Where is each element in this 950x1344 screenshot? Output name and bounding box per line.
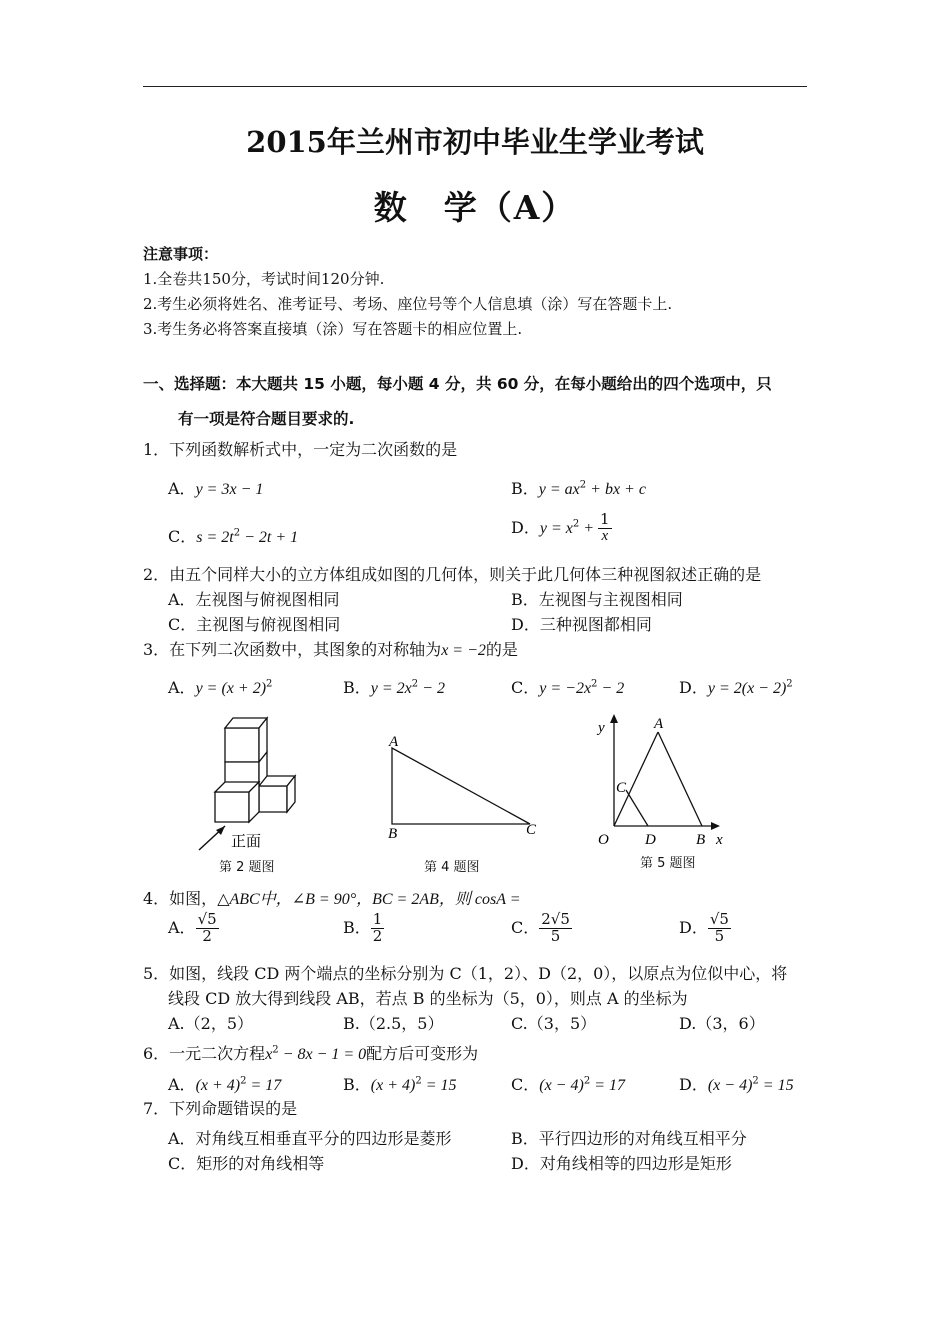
q6-option-d: D．$(x - 4)^2 = 15$ <box>679 1075 794 1094</box>
section-1-line-1: 一、选择题：本大题共 15 小题，每小题 4 分，共 60 分，在每小题给出的四个选项中，只 <box>143 375 772 393</box>
segment-ab <box>658 732 702 826</box>
notes-heading: 注意事项： <box>143 245 219 263</box>
q2-option-c: C．主视图与俯视图相同 <box>168 615 341 634</box>
q3-option-a: A．$y = (x + 2)^2$ <box>168 678 273 697</box>
note-3: 3.考生务必将答案直接填（涂）写在答题卡的相应位置上. <box>143 320 523 338</box>
q4-stem: 4．如图，△ABC中，∠B = 90°，BC = 2AB，则 cosA = <box>143 889 521 908</box>
q3-option-d: D．$y = 2(x - 2)^2$ <box>679 678 793 697</box>
figure-2-caption: 第 2 题图 <box>219 860 275 875</box>
q2-option-a: A．左视图与俯视图相同 <box>168 590 340 609</box>
q7-option-c: C．矩形的对角线相等 <box>168 1154 325 1173</box>
q7-option-a: A．对角线互相垂直平分的四边形是菱形 <box>168 1129 452 1148</box>
exam-subject: 数 学（A） <box>373 188 577 227</box>
q5-option-d: D.（3，6） <box>679 1014 765 1033</box>
y-axis-arrow <box>610 714 618 723</box>
q2-option-b: B．左视图与主视图相同 <box>511 590 683 609</box>
q2-stem: 2．由五个同样大小的立方体组成如图的几何体，则关于此几何体三种视图叙述正确的是 <box>143 565 762 584</box>
q4-option-d: D． $\frac{√5}{5}$ <box>679 910 729 945</box>
figure-4-caption: 第 4 题图 <box>424 860 480 875</box>
segment-cd <box>626 790 648 826</box>
q3-stem: 3．在下列二次函数中，其图象的对称轴为x = −2的是 <box>143 640 518 659</box>
q1-stem: 1．下列函数解析式中，一定为二次函数的是 <box>143 440 458 459</box>
figure-5-caption: 第 5 题图 <box>640 856 696 871</box>
q5-option-b: B.（2.5，5） <box>343 1014 444 1033</box>
q4-option-a: A． $\frac{√5}{2}$ <box>168 910 217 945</box>
fig4-label-c: C <box>526 822 537 838</box>
q1-option-a: A．y = 3x − 1 <box>168 479 264 498</box>
figure-5-graph <box>590 710 735 852</box>
section-1-line-2: 有一项是符合题目要求的. <box>178 410 355 428</box>
q6-option-c: C．$(x - 4)^2 = 17$ <box>511 1075 625 1094</box>
figure-4-triangle <box>380 730 550 842</box>
q1-option-c: C．$s = 2t^2 - 2t + 1$ <box>168 527 299 546</box>
q1-option-d: D．$y = x^2$ + $\frac{1}{x}$ <box>511 510 610 544</box>
q4-option-c: C． $\frac{2√5}{5}$ <box>511 910 570 945</box>
q1-option-b: B．$y = ax^2$ + bx + c <box>511 479 646 498</box>
q5-stem-line-2: 线段 CD 放大得到线段 AB，若点 B 的坐标为（5，0），则点 A 的坐标为 <box>168 989 688 1008</box>
q3-option-c: C．$y = -2x^2 - 2$ <box>511 678 625 697</box>
fig5-label-b: B <box>696 832 706 848</box>
x-axis-arrow <box>711 822 720 830</box>
q6-option-b: B．$(x + 4)^2 = 15$ <box>343 1075 457 1094</box>
fig5-label-o: O <box>598 832 609 848</box>
q5-option-c: C.（3，5） <box>511 1014 597 1033</box>
q6-stem: 6．一元二次方程$x^2 - 8x - 1 = 0$配方后可变形为 <box>143 1044 479 1063</box>
fig5-label-y: y <box>598 720 605 736</box>
q7-stem: 7．下列命题错误的是 <box>143 1099 298 1118</box>
q5-option-a: A.（2，5） <box>168 1014 254 1033</box>
front-label: 正面 <box>231 832 262 850</box>
top-rule <box>143 86 807 87</box>
fig4-label-b: B <box>388 826 398 842</box>
note-1: 1.全卷共150分，考试时间120分钟. <box>143 270 385 288</box>
fig5-label-c: C <box>616 780 627 796</box>
fig5-label-x: x <box>716 832 723 848</box>
q2-option-d: D．三种视图都相同 <box>511 615 652 634</box>
q6-option-a: A．$(x + 4)^2 = 17$ <box>168 1075 282 1094</box>
note-2: 2.考生必须将姓名、准考证号、考场、座位号等个人信息填（涂）写在答题卡上. <box>143 295 673 313</box>
q3-option-b: B．$y = 2x^2 - 2$ <box>343 678 445 697</box>
fig4-label-a: A <box>389 734 399 750</box>
q5-stem-line-1: 5．如图，线段 CD 两个端点的坐标分别为 C（1，2）、D（2，0），以原点为位似中心，将 <box>143 964 788 983</box>
q7-option-b: B．平行四边形的对角线互相平分 <box>511 1129 747 1148</box>
fig5-label-d: D <box>645 832 656 848</box>
exam-title: 2015年兰州市初中毕业生学业考试 <box>246 125 704 159</box>
figure-2-cubes <box>185 708 305 856</box>
q7-option-d: D．对角线相等的四边形是矩形 <box>511 1154 732 1173</box>
fig5-label-a: A <box>654 716 664 732</box>
q4-option-b: B． $\frac{1}{2}$ <box>343 910 383 945</box>
segment-oa <box>614 732 658 826</box>
